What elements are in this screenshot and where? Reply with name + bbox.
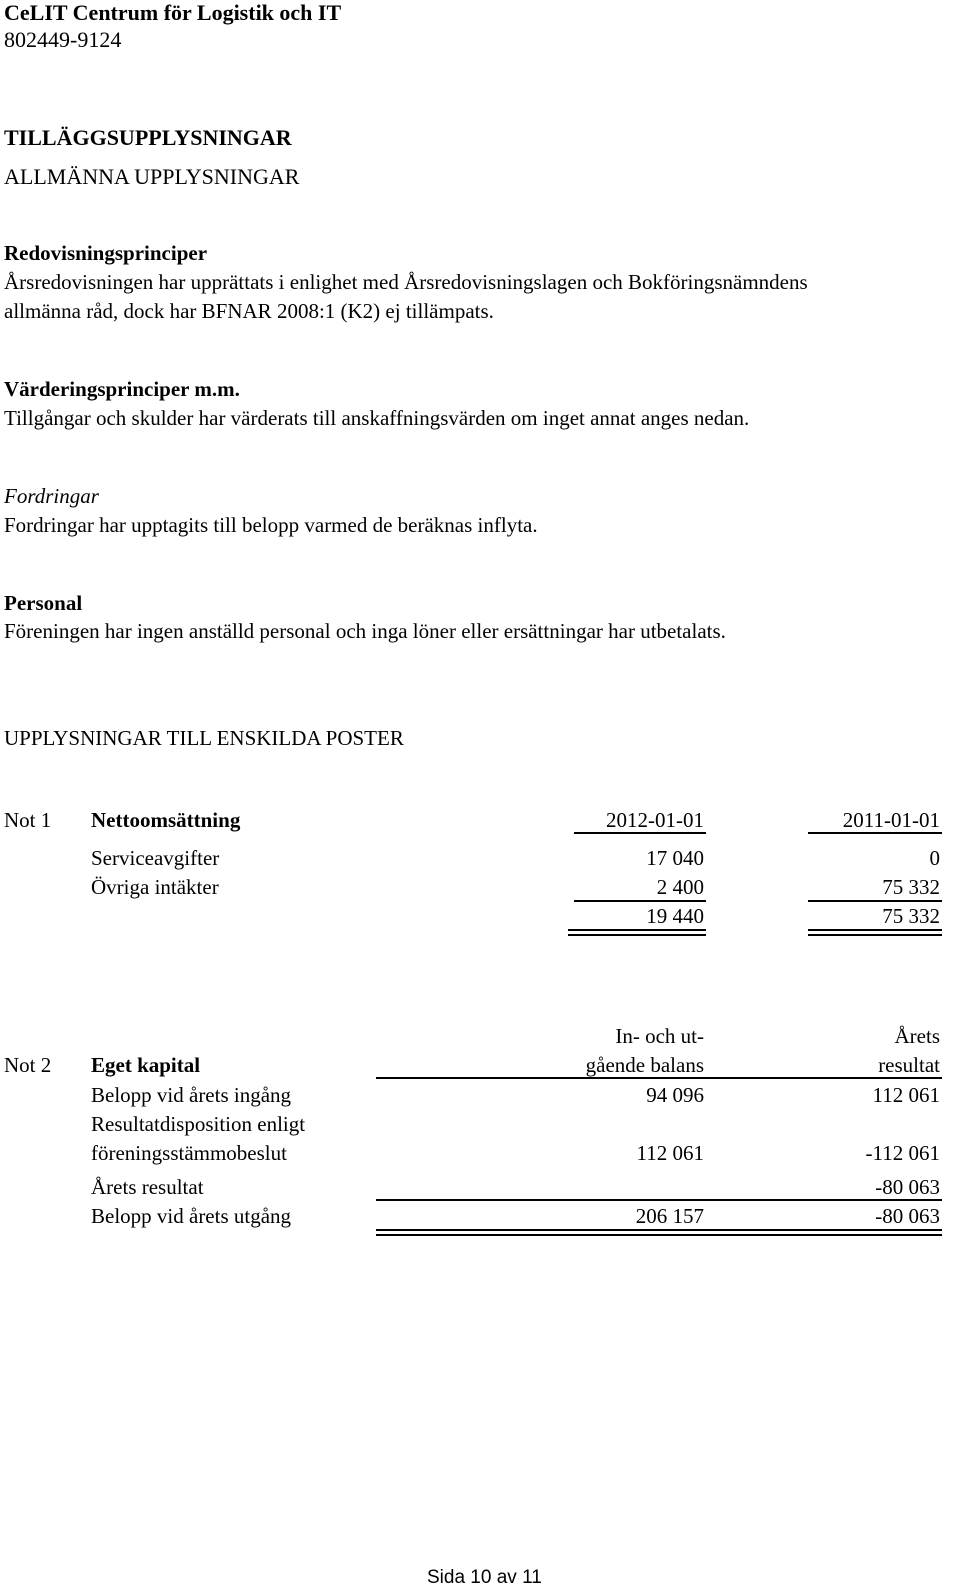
personnel-text: Föreningen har ingen anställd personal och inga löner eller ersättningar har utbetalats. xyxy=(4,619,726,643)
note2-row5-value1: 206 157 xyxy=(635,1204,704,1228)
note2-row5-value2: -80 063 xyxy=(875,1204,940,1228)
note1-row1-value2: 0 xyxy=(929,846,940,870)
note1-col1-header-underline xyxy=(574,832,706,834)
receivables-heading: Fordringar xyxy=(4,484,99,508)
note2-row2-label: Resultatdisposition enligt xyxy=(91,1112,306,1136)
note2-col1-header-line1: In- och ut- xyxy=(615,1024,704,1048)
note2-title: Eget kapital xyxy=(91,1053,201,1077)
note2-row3-label: föreningsstämmobeslut xyxy=(91,1141,287,1165)
note1-total-double-line2a xyxy=(808,929,942,931)
note2-total-double-line-b xyxy=(376,1234,942,1236)
note2-label: Not 2 xyxy=(4,1053,52,1077)
note1-title: Nettoomsättning xyxy=(91,808,241,832)
note1-total-double-line1a xyxy=(568,929,706,931)
note2-row1-value1: 94 096 xyxy=(646,1083,704,1107)
note2-col2-header-line2: resultat xyxy=(878,1053,940,1077)
accounting-principles-line1: Årsredovisningen har upprättats i enlighet med Årsredovisningslagen och Bokföringsnämndens xyxy=(4,270,808,294)
note1-row1-value1: 17 040 xyxy=(646,846,704,870)
organization-number: 802449-9124 xyxy=(4,27,122,52)
items-heading: UPPLYSNINGAR TILL ENSKILDA POSTER xyxy=(4,726,404,750)
note1-subtotal-line1 xyxy=(574,900,706,902)
note1-col1-header: 2012-01-01 xyxy=(606,808,704,832)
note1-row1-label: Serviceavgifter xyxy=(91,846,220,870)
page-title: TILLÄGGSUPPLYSNINGAR xyxy=(4,125,292,150)
note2-row4-value2: -80 063 xyxy=(875,1175,940,1199)
note1-row2-value1: 2 400 xyxy=(656,875,704,899)
note2-total-double-line-a xyxy=(376,1229,942,1231)
accounting-principles-line2: allmänna råd, dock har BFNAR 2008:1 (K2) ej tillämpats. xyxy=(4,299,494,323)
note2-col2-header-line1: Årets xyxy=(894,1024,940,1048)
note2-header-underline xyxy=(376,1077,942,1079)
personnel-heading: Personal xyxy=(4,591,83,615)
note2-col1-header-line2: gående balans xyxy=(585,1053,704,1077)
valuation-text: Tillgångar och skulder har värderats till anskaffningsvärden om inget annat anges nedan. xyxy=(4,406,750,430)
note1-col2-header-underline xyxy=(808,832,942,834)
note2-row5-label: Belopp vid årets utgång xyxy=(91,1204,292,1228)
page-number: Sida 10 av 11 xyxy=(427,1567,542,1588)
note1-total-value2: 75 332 xyxy=(882,904,940,928)
note2-row1-label: Belopp vid årets ingång xyxy=(91,1083,292,1107)
accounting-principles-heading: Redovisningsprinciper xyxy=(4,241,208,265)
note2-row1-value2: 112 061 xyxy=(872,1083,940,1107)
organization-name: CeLIT Centrum för Logistik och IT xyxy=(4,0,342,25)
note1-row2-value2: 75 332 xyxy=(882,875,940,899)
note2-row3-value1: 112 061 xyxy=(636,1141,704,1165)
note1-col2-header: 2011-01-01 xyxy=(842,808,940,832)
note1-total-value1: 19 440 xyxy=(646,904,704,928)
general-heading: ALLMÄNNA UPPLYSNINGAR xyxy=(4,164,300,189)
note1-row2-label: Övriga intäkter xyxy=(91,875,219,899)
note1-total-double-line2b xyxy=(808,934,942,936)
note1-subtotal-line2 xyxy=(808,900,942,902)
receivables-text: Fordringar har upptagits till belopp varmed de beräknas inflyta. xyxy=(4,513,538,537)
note2-row3-value2: -112 061 xyxy=(865,1141,940,1165)
note2-row4-label: Årets resultat xyxy=(91,1175,204,1199)
note1-label: Not 1 xyxy=(4,808,52,832)
valuation-heading: Värderingsprinciper m.m. xyxy=(4,377,240,401)
note2-subtotal-line xyxy=(376,1199,942,1201)
note1-total-double-line1b xyxy=(568,934,706,936)
